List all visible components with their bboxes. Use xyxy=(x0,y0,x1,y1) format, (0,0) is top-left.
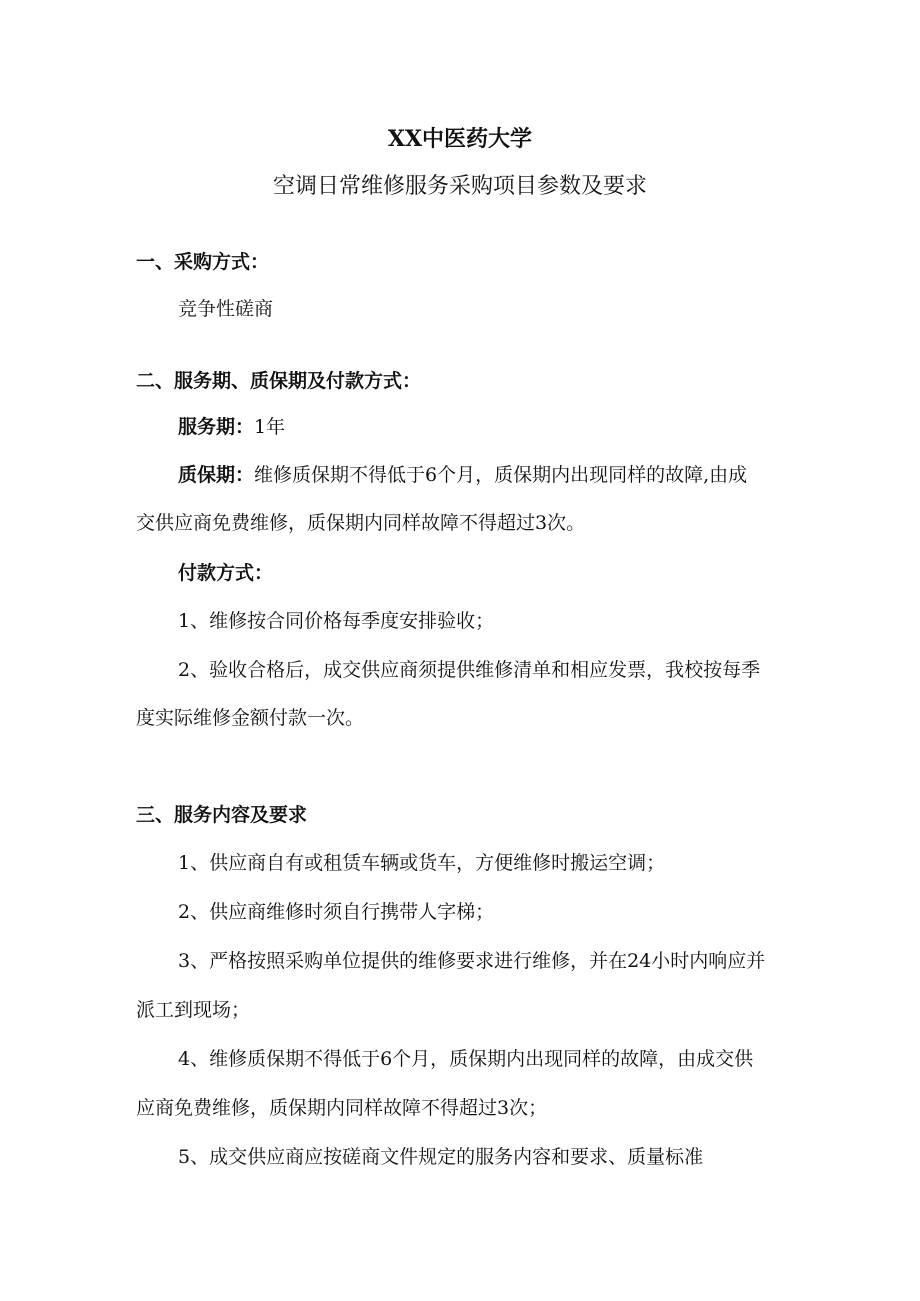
requirement-item-5: 5、成交供应商应按磋商文件规定的服务内容和要求、质量标准 xyxy=(178,1146,704,1168)
requirement-item-1: 1、供应商自有或租赁车辆或货车，方便维修时搬运空调； xyxy=(178,852,666,874)
section-2-heading: 二、服务期、质保期及付款方式： xyxy=(136,370,422,392)
requirement-item-3-line-2: 派工到现场； xyxy=(136,999,251,1021)
service-period-value: 1年 xyxy=(254,416,286,438)
payment-item-1: 1、维修按合同价格每季度安排验收； xyxy=(178,610,495,632)
warranty-text-1: 维修质保期不得低于6个月，质保期内出现同样的故障,由成 xyxy=(254,464,748,486)
warranty-label: 质保期： xyxy=(178,464,255,486)
document-title-institution: XX中医药大学 xyxy=(387,126,533,152)
service-period-line xyxy=(178,414,798,440)
section-1-heading: 一、采购方式： xyxy=(136,251,270,273)
requirement-item-4-line-2: 应商免费维修，质保期内同样故障不得超过3次； xyxy=(136,1097,548,1119)
service-period-label: 服务期： xyxy=(178,416,255,438)
warranty-line-1 xyxy=(178,462,798,488)
payment-item-2-line-2: 度实际维修金额付款一次。 xyxy=(136,707,365,729)
section-3-heading: 三、服务内容及要求 xyxy=(136,804,308,826)
requirement-item-3-line-1: 3、严格按照采购单位提供的维修要求进行维修，并在24小时内响应并 xyxy=(178,950,766,972)
warranty-line-2: 交供应商免费维修，质保期内同样故障不得超过3次。 xyxy=(136,512,586,534)
procurement-method: 竞争性磋商 xyxy=(178,298,274,320)
requirement-item-2: 2、供应商维修时须自行携带人字梯； xyxy=(178,901,495,923)
payment-method-label: 付款方式： xyxy=(178,562,274,584)
document-title-project: 空调日常维修服务采购项目参数及要求 xyxy=(272,174,647,199)
requirement-item-4-line-1: 4、维修质保期不得低于6个月，质保期内出现同样的故障，由成交供 xyxy=(178,1048,754,1070)
payment-item-2-line-1: 2、验收合格后，成交供应商须提供维修清单和相应发票，我校按每季 xyxy=(178,659,761,681)
